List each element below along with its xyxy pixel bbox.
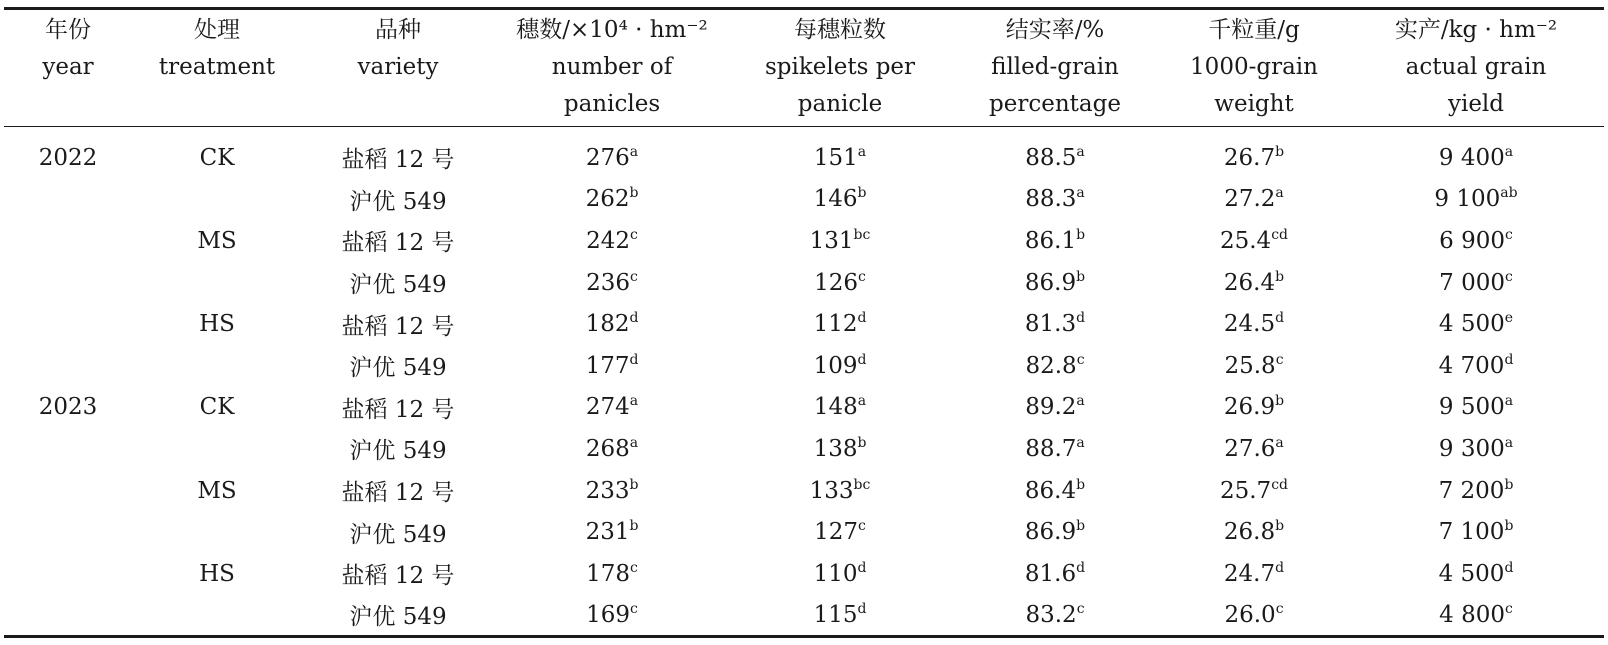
cell-grain-weight-value: 26.9 xyxy=(1223,394,1276,421)
significance-letter: b xyxy=(1504,518,1514,535)
cell-yield xyxy=(1348,127,1604,179)
cell-year xyxy=(4,387,132,429)
cell-panicles xyxy=(494,220,730,262)
cell-yield-value: 9 500 xyxy=(1438,394,1505,421)
header-en: filled-grain xyxy=(991,54,1119,80)
cell-yield xyxy=(1348,428,1604,470)
cell-panicles xyxy=(494,387,730,429)
significance-letter: a xyxy=(1076,434,1085,451)
cell-panicles-value: 178 xyxy=(586,560,631,587)
header-en: yield xyxy=(1447,91,1505,117)
header-grain-weight xyxy=(1160,9,1348,127)
table-row xyxy=(4,345,1604,387)
cell-panicles-value: 231 xyxy=(585,519,630,546)
header-en: weight xyxy=(1214,91,1294,117)
significance-letter: a xyxy=(1076,185,1085,202)
cell-grain-weight-value: 26.0 xyxy=(1224,601,1276,628)
cell-grain-weight xyxy=(1160,595,1348,637)
table-row xyxy=(4,511,1604,553)
cell-yield-value: 4 700 xyxy=(1438,352,1505,379)
cell-yield xyxy=(1348,553,1604,595)
header-en: year xyxy=(42,54,94,80)
cell-spikelets-value: 138 xyxy=(813,435,858,462)
significance-letter: ab xyxy=(1500,185,1518,202)
cell-year xyxy=(4,595,132,637)
cell-spikelets-value: 115 xyxy=(813,601,858,628)
cell-yield xyxy=(1348,179,1604,221)
cell-variety xyxy=(302,303,494,345)
cell-variety xyxy=(302,387,494,429)
cell-filled-grain xyxy=(950,595,1160,637)
cell-yield xyxy=(1348,470,1604,512)
table-row xyxy=(4,470,1604,512)
significance-letter: a xyxy=(629,393,639,410)
cell-filled-grain xyxy=(950,387,1160,429)
cell-treatment xyxy=(132,345,302,387)
cell-year xyxy=(4,179,132,221)
significance-letter: d xyxy=(629,351,639,368)
cell-grain-weight-value: 27.6 xyxy=(1224,435,1276,462)
cell-grain-weight xyxy=(1160,387,1348,429)
cell-panicles xyxy=(494,511,730,553)
cell-spikelets-value: 127 xyxy=(814,519,859,546)
cell-variety-value: 盐稻 12 号 xyxy=(341,563,455,590)
cell-spikelets xyxy=(730,345,950,387)
significance-letter: c xyxy=(630,268,638,285)
cell-year xyxy=(4,220,132,262)
cell-variety xyxy=(302,553,494,595)
cell-spikelets-value: 133 xyxy=(809,477,854,504)
cell-variety-value: 盐稻 12 号 xyxy=(341,396,455,423)
cell-panicles xyxy=(494,262,730,304)
cell-yield xyxy=(1348,345,1604,387)
cell-treatment-value: MS xyxy=(197,227,237,254)
header-zh: 每穗粒数 xyxy=(794,17,886,43)
cell-panicles xyxy=(494,428,730,470)
cell-year xyxy=(4,303,132,345)
header-zh: 穗数/×10⁴ · hm⁻² xyxy=(516,17,708,43)
yield-table-container xyxy=(4,7,1604,638)
significance-letter: d xyxy=(629,310,639,327)
cell-grain-weight xyxy=(1160,428,1348,470)
significance-letter: b xyxy=(1076,518,1086,535)
header-en: panicle xyxy=(797,91,883,117)
cell-filled-grain xyxy=(950,127,1160,179)
significance-letter: d xyxy=(857,600,867,617)
cell-variety-value: 沪优 549 xyxy=(349,355,447,382)
cell-treatment xyxy=(132,303,302,345)
table-row xyxy=(4,127,1604,179)
cell-filled-grain-value: 88.5 xyxy=(1025,144,1077,171)
cell-year xyxy=(4,428,132,470)
cell-treatment-value: HS xyxy=(199,311,235,338)
cell-panicles xyxy=(494,470,730,512)
cell-grain-weight-value: 26.4 xyxy=(1223,269,1276,296)
significance-letter: d xyxy=(857,310,867,327)
significance-letter: b xyxy=(857,185,867,202)
cell-variety-value: 盐稻 12 号 xyxy=(341,480,455,507)
significance-letter: d xyxy=(1076,310,1086,327)
header-row xyxy=(4,9,1604,127)
cell-filled-grain-value: 86.4 xyxy=(1024,477,1077,504)
cell-spikelets xyxy=(730,303,950,345)
cell-grain-weight xyxy=(1160,127,1348,179)
cell-grain-weight xyxy=(1160,345,1348,387)
cell-yield-value: 9 100 xyxy=(1434,186,1501,213)
cell-panicles-value: 177 xyxy=(585,352,630,379)
cell-yield-value: 9 300 xyxy=(1438,435,1505,462)
significance-letter: d xyxy=(1076,559,1086,576)
significance-letter: d xyxy=(857,351,867,368)
significance-letter: cd xyxy=(1271,476,1289,493)
significance-letter: d xyxy=(1275,559,1285,576)
cell-spikelets xyxy=(730,595,950,637)
cell-variety xyxy=(302,345,494,387)
significance-letter: a xyxy=(857,393,867,410)
significance-letter: b xyxy=(857,434,867,451)
cell-spikelets xyxy=(730,387,950,429)
header-en: number of xyxy=(551,54,673,80)
cell-yield xyxy=(1348,511,1604,553)
cell-variety-value: 盐稻 12 号 xyxy=(341,147,455,174)
header-spikelets xyxy=(730,9,950,127)
cell-filled-grain-value: 88.7 xyxy=(1025,435,1077,462)
cell-treatment xyxy=(132,428,302,470)
significance-letter: b xyxy=(1275,518,1285,535)
cell-variety xyxy=(302,428,494,470)
cell-yield-value: 4 500 xyxy=(1438,560,1505,587)
significance-letter: d xyxy=(1504,559,1514,576)
cell-year xyxy=(4,553,132,595)
cell-treatment xyxy=(132,511,302,553)
cell-panicles xyxy=(494,595,730,637)
significance-letter: bc xyxy=(853,476,871,493)
header-en: percentage xyxy=(989,91,1121,117)
significance-letter: d xyxy=(857,559,867,576)
cell-treatment-value: CK xyxy=(199,144,235,171)
cell-treatment-value: HS xyxy=(199,560,235,587)
significance-letter: a xyxy=(1076,393,1085,410)
significance-letter: c xyxy=(1505,600,1513,617)
cell-grain-weight-value: 26.7 xyxy=(1223,144,1276,171)
significance-letter: c xyxy=(858,518,866,535)
cell-treatment xyxy=(132,179,302,221)
cell-grain-weight xyxy=(1160,303,1348,345)
significance-letter: c xyxy=(1275,351,1284,368)
cell-variety xyxy=(302,127,494,179)
significance-letter: a xyxy=(1504,393,1514,410)
cell-filled-grain xyxy=(950,220,1160,262)
significance-letter: b xyxy=(1076,476,1086,493)
significance-letter: b xyxy=(1504,476,1514,493)
header-filled-grain xyxy=(950,9,1160,127)
cell-yield-value: 6 900 xyxy=(1439,227,1505,254)
cell-grain-weight-value: 26.8 xyxy=(1223,519,1276,546)
cell-yield xyxy=(1348,387,1604,429)
cell-year xyxy=(4,470,132,512)
cell-variety xyxy=(302,220,494,262)
cell-spikelets-value: 112 xyxy=(813,311,858,338)
cell-treatment xyxy=(132,553,302,595)
cell-filled-grain xyxy=(950,262,1160,304)
significance-letter: a xyxy=(1504,434,1514,451)
cell-yield xyxy=(1348,303,1604,345)
cell-panicles-value: 182 xyxy=(585,311,630,338)
cell-panicles-value: 262 xyxy=(585,186,630,213)
significance-letter: c xyxy=(1505,226,1513,243)
cell-filled-grain xyxy=(950,470,1160,512)
cell-filled-grain-value: 83.2 xyxy=(1025,601,1077,628)
cell-grain-weight-value: 24.5 xyxy=(1223,311,1276,338)
header-en: spikelets per xyxy=(764,54,916,80)
significance-letter: b xyxy=(629,185,639,202)
cell-treatment xyxy=(132,262,302,304)
cell-treatment-value: CK xyxy=(199,394,235,421)
cell-variety xyxy=(302,470,494,512)
cell-treatment xyxy=(132,595,302,637)
cell-filled-grain xyxy=(950,511,1160,553)
cell-yield-value: 9 400 xyxy=(1438,144,1505,171)
significance-letter: d xyxy=(1275,310,1285,327)
cell-filled-grain xyxy=(950,179,1160,221)
cell-variety-value: 沪优 549 xyxy=(349,604,447,631)
cell-filled-grain-value: 88.3 xyxy=(1025,186,1077,213)
table-row xyxy=(4,262,1604,304)
cell-panicles xyxy=(494,345,730,387)
cell-spikelets xyxy=(730,262,950,304)
header-en: actual grain xyxy=(1405,54,1547,80)
table-row xyxy=(4,428,1604,470)
cell-filled-grain-value: 86.9 xyxy=(1024,269,1077,296)
cell-yield xyxy=(1348,262,1604,304)
significance-letter: b xyxy=(1275,143,1285,160)
cell-filled-grain-value: 86.1 xyxy=(1024,227,1077,254)
significance-letter: a xyxy=(1504,143,1514,160)
cell-yield-value: 4 800 xyxy=(1439,601,1505,628)
cell-year-value: 2022 xyxy=(38,144,98,171)
cell-year-value: 2023 xyxy=(38,394,98,421)
cell-treatment xyxy=(132,387,302,429)
cell-panicles xyxy=(494,127,730,179)
cell-filled-grain-value: 81.6 xyxy=(1024,560,1077,587)
cell-filled-grain xyxy=(950,428,1160,470)
cell-grain-weight-value: 25.4 xyxy=(1219,227,1272,254)
table-row xyxy=(4,220,1604,262)
cell-panicles-value: 274 xyxy=(585,394,630,421)
cell-spikelets-value: 148 xyxy=(813,394,858,421)
table-row xyxy=(4,179,1604,221)
cell-panicles-value: 268 xyxy=(585,435,630,462)
cell-treatment xyxy=(132,127,302,179)
yield-components-table xyxy=(4,7,1604,638)
cell-spikelets xyxy=(730,428,950,470)
header-zh: 实产/kg · hm⁻² xyxy=(1394,17,1558,43)
header-zh: 年份 xyxy=(45,17,91,43)
table-body xyxy=(4,127,1604,637)
cell-grain-weight xyxy=(1160,553,1348,595)
significance-letter: bc xyxy=(853,226,871,243)
significance-letter: e xyxy=(1504,310,1514,327)
cell-spikelets-value: 131 xyxy=(809,227,854,254)
cell-spikelets-value: 110 xyxy=(813,560,858,587)
significance-letter: a xyxy=(1275,434,1284,451)
significance-letter: b xyxy=(629,476,639,493)
header-zh: 结实率/% xyxy=(1005,17,1105,43)
cell-spikelets xyxy=(730,553,950,595)
cell-panicles-value: 236 xyxy=(586,269,631,296)
cell-grain-weight xyxy=(1160,179,1348,221)
significance-letter: b xyxy=(1076,226,1086,243)
cell-variety-value: 沪优 549 xyxy=(349,438,447,465)
table-row xyxy=(4,303,1604,345)
significance-letter: b xyxy=(629,518,639,535)
header-en: variety xyxy=(357,54,439,80)
header-zh: 品种 xyxy=(375,17,421,43)
cell-spikelets xyxy=(730,127,950,179)
cell-filled-grain-value: 89.2 xyxy=(1025,394,1077,421)
cell-yield-value: 7 100 xyxy=(1438,519,1505,546)
significance-letter: b xyxy=(1076,268,1086,285)
cell-spikelets-value: 126 xyxy=(814,269,859,296)
cell-filled-grain xyxy=(950,303,1160,345)
cell-grain-weight xyxy=(1160,511,1348,553)
cell-spikelets xyxy=(730,179,950,221)
cell-filled-grain xyxy=(950,345,1160,387)
cell-grain-weight-value: 25.7 xyxy=(1219,477,1272,504)
cell-spikelets-value: 151 xyxy=(813,144,858,171)
header-en: panicles xyxy=(563,91,661,117)
table-row xyxy=(4,553,1604,595)
cell-variety-value: 盐稻 12 号 xyxy=(341,230,455,257)
cell-grain-weight xyxy=(1160,470,1348,512)
header-yield xyxy=(1348,9,1604,127)
cell-spikelets xyxy=(730,220,950,262)
significance-letter: c xyxy=(630,226,638,243)
header-en: treatment xyxy=(158,54,276,80)
significance-letter: b xyxy=(1275,393,1285,410)
cell-treatment-value: MS xyxy=(197,477,237,504)
cell-filled-grain-value: 82.8 xyxy=(1025,352,1077,379)
cell-variety xyxy=(302,262,494,304)
cell-year xyxy=(4,127,132,179)
table-row xyxy=(4,387,1604,429)
cell-grain-weight-value: 27.2 xyxy=(1224,186,1276,213)
header-panicles xyxy=(494,9,730,127)
significance-letter: c xyxy=(1505,268,1513,285)
cell-panicles-value: 169 xyxy=(586,601,631,628)
header-treatment xyxy=(132,9,302,127)
significance-letter: a xyxy=(857,143,867,160)
header-zh: 千粒重/g xyxy=(1208,17,1300,43)
cell-variety-value: 沪优 549 xyxy=(349,188,447,215)
cell-grain-weight-value: 25.8 xyxy=(1224,352,1276,379)
significance-letter: a xyxy=(629,143,639,160)
header-zh: 处理 xyxy=(194,17,240,43)
cell-filled-grain-value: 81.3 xyxy=(1024,311,1077,338)
cell-variety-value: 盐稻 12 号 xyxy=(341,313,455,340)
cell-filled-grain xyxy=(950,553,1160,595)
cell-spikelets-value: 146 xyxy=(813,186,858,213)
significance-letter: a xyxy=(1076,143,1085,160)
cell-panicles-value: 233 xyxy=(585,477,630,504)
cell-treatment xyxy=(132,470,302,512)
header-en: 1000-grain xyxy=(1190,54,1318,80)
header-variety xyxy=(302,9,494,127)
header-year xyxy=(4,9,132,127)
cell-filled-grain-value: 86.9 xyxy=(1024,519,1077,546)
significance-letter: c xyxy=(1275,600,1284,617)
cell-treatment xyxy=(132,220,302,262)
cell-grain-weight xyxy=(1160,262,1348,304)
cell-year xyxy=(4,345,132,387)
cell-variety xyxy=(302,595,494,637)
cell-variety xyxy=(302,511,494,553)
cell-yield-value: 7 000 xyxy=(1439,269,1505,296)
cell-spikelets-value: 109 xyxy=(813,352,858,379)
cell-year xyxy=(4,262,132,304)
cell-panicles xyxy=(494,553,730,595)
significance-letter: c xyxy=(858,268,866,285)
significance-letter: a xyxy=(629,434,639,451)
significance-letter: cd xyxy=(1271,226,1289,243)
cell-panicles xyxy=(494,179,730,221)
cell-yield xyxy=(1348,220,1604,262)
cell-panicles-value: 242 xyxy=(586,227,631,254)
cell-grain-weight xyxy=(1160,220,1348,262)
significance-letter: c xyxy=(1076,600,1085,617)
significance-letter: d xyxy=(1504,351,1514,368)
cell-yield-value: 4 500 xyxy=(1438,311,1505,338)
significance-letter: b xyxy=(1275,268,1285,285)
cell-panicles xyxy=(494,303,730,345)
significance-letter: c xyxy=(1076,351,1085,368)
cell-yield-value: 7 200 xyxy=(1438,477,1505,504)
cell-spikelets xyxy=(730,470,950,512)
cell-spikelets xyxy=(730,511,950,553)
cell-grain-weight-value: 24.7 xyxy=(1223,560,1276,587)
significance-letter: c xyxy=(630,559,638,576)
significance-letter: a xyxy=(1275,185,1284,202)
cell-variety-value: 沪优 549 xyxy=(349,272,447,299)
cell-panicles-value: 276 xyxy=(585,144,630,171)
cell-year xyxy=(4,511,132,553)
cell-yield xyxy=(1348,595,1604,637)
table-row xyxy=(4,595,1604,637)
cell-variety xyxy=(302,179,494,221)
cell-variety-value: 沪优 549 xyxy=(349,521,447,548)
significance-letter: c xyxy=(630,600,638,617)
